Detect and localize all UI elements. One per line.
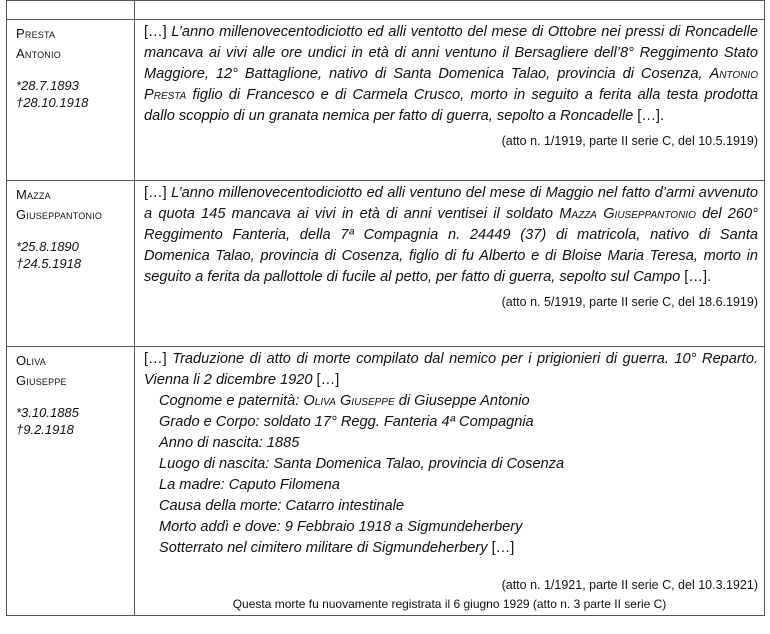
birth-date: *25.8.1890	[16, 239, 79, 254]
field-cause-of-death: Causa della morte: Catarro intestinale	[159, 498, 404, 514]
record-text-part: figlio di Francesco e di Carmela Crusco, morto in seguito a ferita alla testa prodotta dallo scoppio di un granata nemica per fatto di guerra, sepolto a Roncadelle	[144, 87, 758, 124]
record-text-part: L’anno millenovecentodiciotto ed alli ventotto del mese di Ottobre nei pressi di Roncadelle mancava ai vivi alle ore undici in età di anni ventuno il Bersagliere dell’8° Reggimento Stato Maggiore, 12° Battaglione, nativo di Santa Domenica Talao, provincia di Cosenza,	[144, 24, 758, 82]
record-text	[135, 347, 764, 391]
person-cell	[7, 347, 135, 616]
person-cell	[7, 20, 135, 181]
table-row	[7, 347, 765, 616]
person-dates	[7, 391, 134, 438]
ellipsis: […].	[684, 269, 712, 285]
record-text	[135, 181, 764, 288]
record-person-name: Oliva Giuseppe	[303, 393, 395, 409]
birth-date: *3.10.1885	[16, 405, 79, 420]
ellipsis: […]	[144, 24, 172, 40]
person-surname: Presta	[16, 26, 56, 41]
person-given-name: Giuseppantonio	[16, 207, 103, 222]
person-name	[7, 181, 134, 225]
field-surname-paternity	[159, 391, 764, 412]
field-rank-corps: Grado e Corpo: soldato 17° Regg. Fanteria 4ª Compagnia	[159, 414, 534, 430]
person-name	[7, 20, 134, 64]
ellipsis: […]	[491, 540, 515, 556]
record-reference: (atto n. 1/1921, parte II serie C, del 10.3.1921)	[501, 578, 758, 592]
record-reference: (atto n. 5/1919, parte II serie C, del 18.6.1919)	[501, 295, 758, 309]
person-given-name: Antonio	[16, 46, 61, 61]
record-text-part: Traduzione di atto di morte compilato dal nemico per i prigionieri di guerra. 10° Reparto. Vienna li 2 dicembre 1920	[144, 351, 759, 388]
field-birth-year: Anno di nascita: 1885	[159, 435, 300, 451]
ellipsis: […]	[316, 372, 340, 388]
field-label: Cognome e paternità:	[159, 393, 304, 409]
field-birthplace: Luogo di nascita: Santa Domenica Talao, provincia di Cosenza	[159, 456, 565, 472]
translated-record-fields	[135, 391, 764, 559]
ellipsis: […].	[637, 108, 665, 124]
death-date: †9.2.1918	[16, 422, 74, 437]
death-date: †24.5.1918	[16, 256, 82, 271]
record-text-part: del 260° Reggimento Fanteria, della 7ª Compagnia n. 24449 (37) di matricola, nativo di Santa Domenica Talao, provincia di Cosenza, figlio di fu Alberto e di Bloise Maria Teresa, morto in seguito a ferita da pallottole di fucile al petto, per fatto di guerra, sepolto sul Campo	[144, 206, 758, 285]
field-burial	[159, 538, 764, 559]
field-value: Sotterrato nel cimitero militare di Sigmundeherbery	[159, 540, 492, 556]
table-row	[7, 181, 765, 347]
birth-date: *28.7.1893	[16, 78, 79, 93]
record-text	[135, 20, 764, 127]
record-person-name: Mazza Giuseppantonio	[559, 206, 696, 222]
table-row	[7, 20, 765, 181]
ellipsis: […]	[144, 351, 173, 367]
field-mother: La madre: Caputo Filomena	[159, 477, 340, 493]
person-name	[7, 347, 134, 391]
record-person-name: Antonio Presta	[144, 66, 758, 103]
person-given-name: Giuseppe	[16, 373, 67, 388]
person-surname: Oliva	[16, 353, 46, 368]
record-reference: (atto n. 1/1919, parte II serie C, del 10.5.1919)	[501, 134, 758, 148]
registration-note: Questa morte fu nuovamente registrata il 6 giugno 1929 (atto n. 3 parte II serie C)	[232, 597, 667, 611]
ellipsis: […]	[144, 185, 172, 201]
header-row	[7, 1, 765, 20]
death-records-table	[6, 0, 765, 616]
header-cell-name	[7, 1, 135, 20]
record-cell	[135, 181, 765, 347]
person-dates	[7, 225, 134, 272]
header-cell-record	[135, 1, 765, 20]
field-value: di Giuseppe Antonio	[394, 393, 530, 409]
record-text-part: L’anno millenovecentodiciotto ed alli ventuno del mese di Maggio nel fatto d’armi avvenuto a quota 145 mancava ai vivi in età di anni ventisei il soldato	[144, 185, 758, 222]
person-cell	[7, 181, 135, 347]
death-date: †28.10.1918	[16, 95, 89, 110]
person-surname: Mazza	[16, 187, 51, 202]
record-cell	[135, 20, 765, 181]
person-dates	[7, 64, 134, 111]
record-cell	[135, 347, 765, 616]
field-death-date-place: Morto addì e dove: 9 Febbraio 1918 a Sigmundeherbery	[159, 519, 523, 535]
